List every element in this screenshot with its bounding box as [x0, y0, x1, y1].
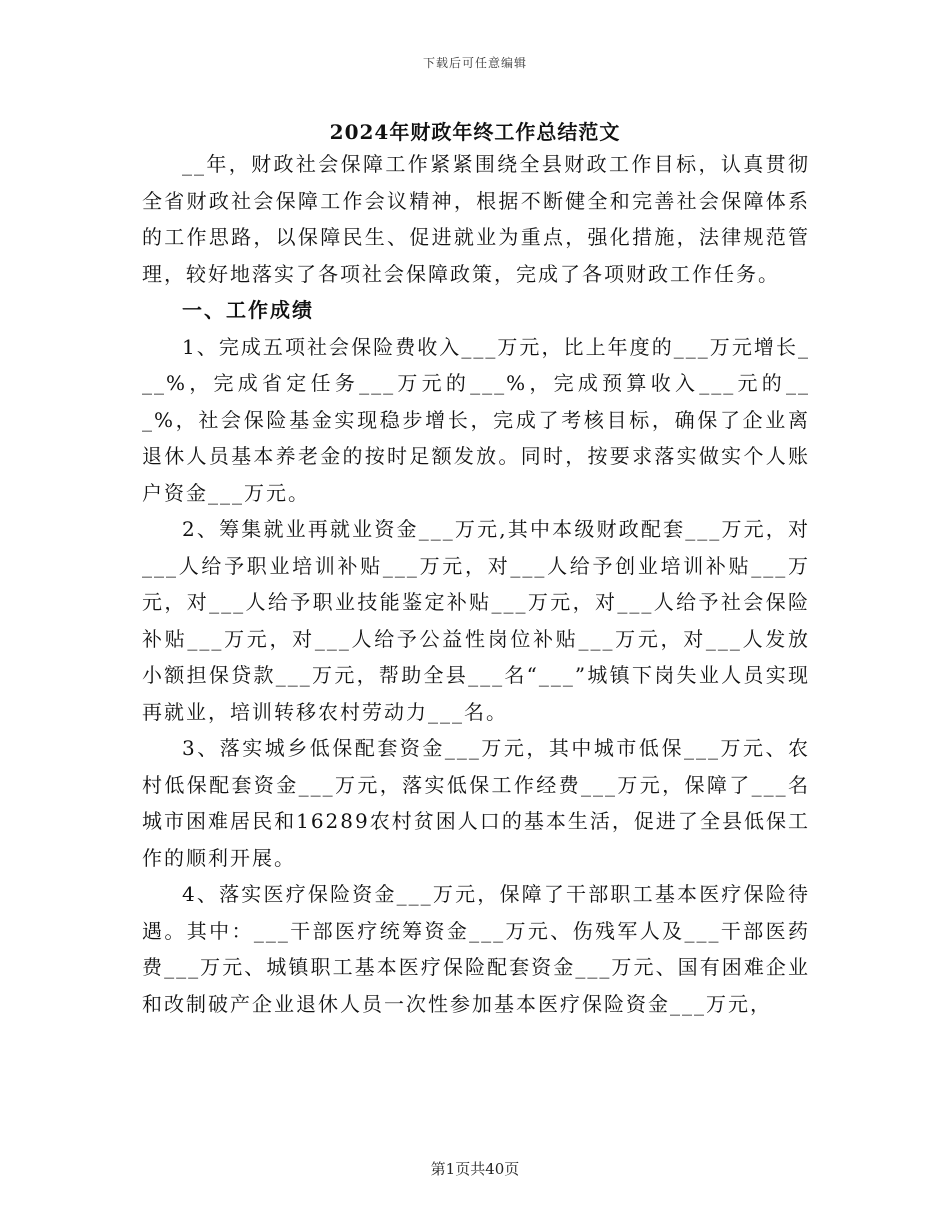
paragraph-item-1: 1、完成五项社会保险费收入___万元，比上年度的___万元增长___%，完成省定任务___万元的___%，完成预算收入___元的___%，社会保险基金实现稳步增长，完成了考核目标，确保了企业离退休人员基本养老金的按时足额发放。同时，按要求落实做实个人账户资金___万元。 — [142, 334, 810, 505]
document-title: 2024年财政年终工作总结范文 — [329, 120, 621, 144]
paragraph-item-2: 2、筹集就业再就业资金___万元,其中本级财政配套___万元，对___人给予职业培训补贴___万元，对___人给予创业培训补贴___万元，对___人给予职业技能鉴定补贴___万元，对___人给予社会保险补贴___万元，对___人给予公益性岗位补贴___万元，对___人发放小额担保贷款___万元，帮助全县___名“___”城镇下岗失业人员实现再就业，培训转移农村劳动力___名。 — [142, 517, 810, 724]
paragraph-item-4: 4、落实医疗保险资金___万元，保障了干部职工基本医疗保险待遇。其中：___干部医疗统筹资金___万元、伤残军人及___干部医药费___万元、城镇职工基本医疗保险配套资金___万元、国有困难企业和改制破产企业退休人员一次性参加基本医疗保险资金___万元， — [142, 882, 810, 1016]
document-body — [142, 146, 810, 1022]
page-header-note: 下载后可任意编辑 — [422, 56, 527, 70]
intro-paragraph: __年，财政社会保障工作紧紧围绕全县财政工作目标，认真贯彻全省财政社会保障工作会议精神，根据不断健全和完善社会保障体系的工作思路，以保障民生、促进就业为重点，强化措施，法律规范管理，较好地落实了各项社会保障政策，完成了各项财政工作任务。 — [142, 152, 810, 286]
section-heading: 一、工作成绩 — [182, 298, 314, 322]
page-number: 第1页共40页 — [430, 1160, 520, 1178]
paragraph-item-3: 3、落实城乡低保配套资金___万元，其中城市低保___万元、农村低保配套资金___万元，落实低保工作经费___万元，保障了___名城市困难居民和16289农村贫困人口的基本生活，促进了全县低保工作的顺利开展。 — [142, 736, 810, 870]
